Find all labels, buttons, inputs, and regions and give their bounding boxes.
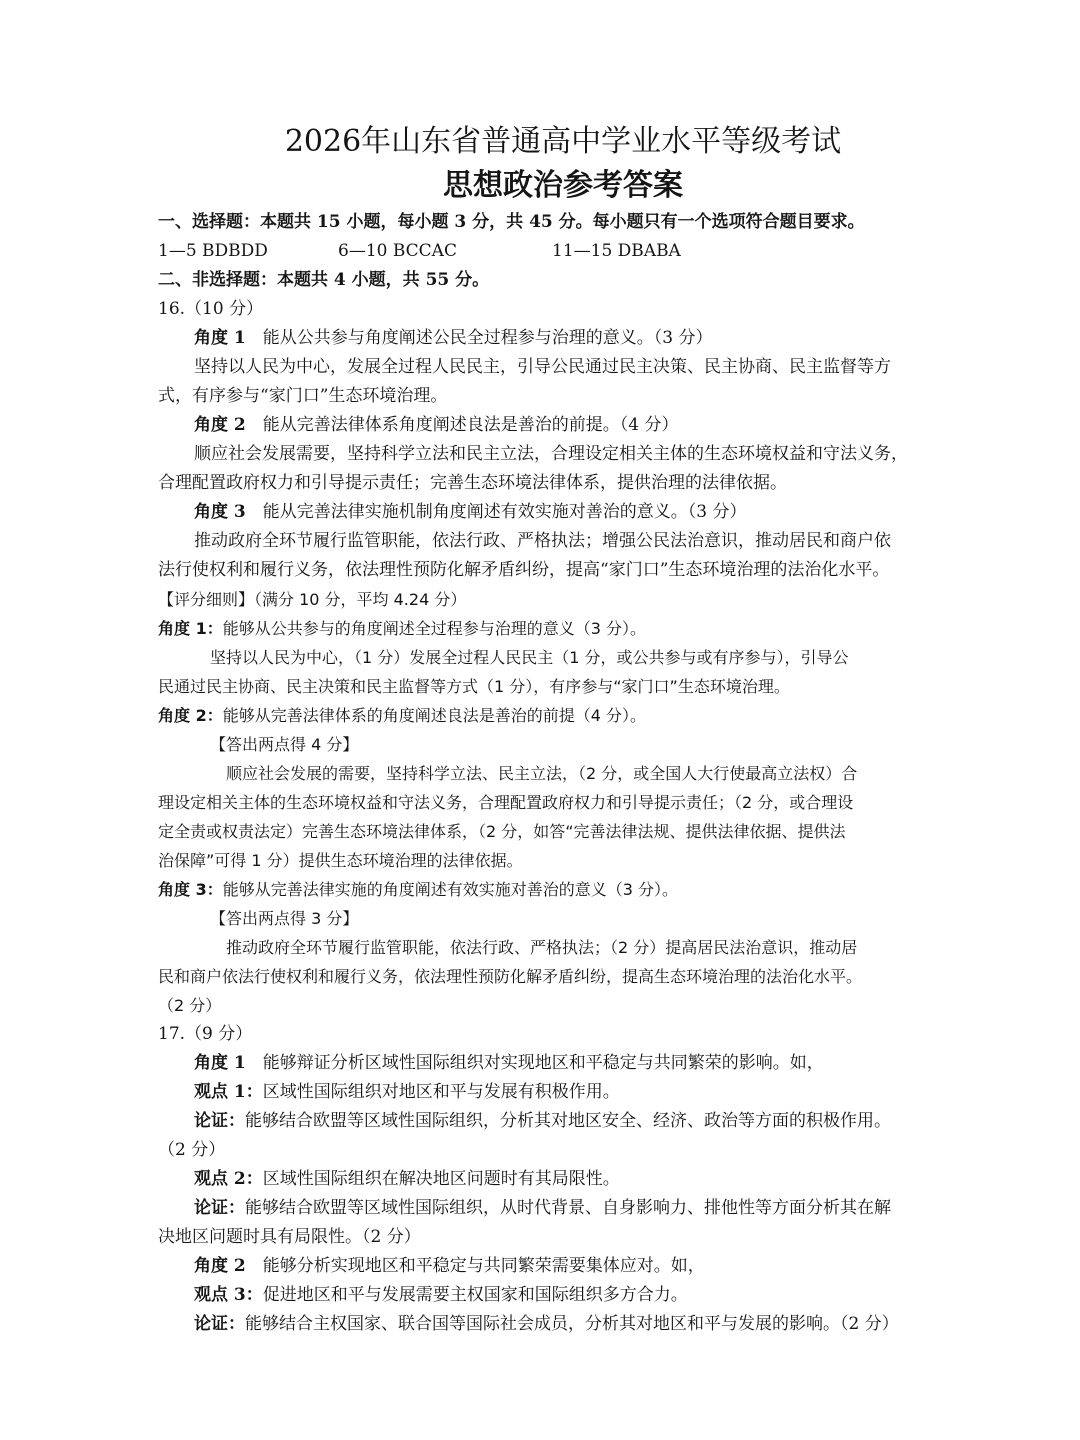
q17-argument1 [158, 1107, 968, 1136]
rule-angle3-note: 【答出两点得 3 分】 [210, 909, 359, 928]
rule-angle3-body-line2: 民和商户依法行使权利和履行义务，依法理性预防化解矛盾纠纷，提高生态环境治理的法治化水平。 [158, 967, 863, 986]
q16-angle2-text: 能从完善法律体系角度阐述良法是善治的前提。（4 分） [262, 415, 679, 435]
section1-heading: 一、选择题：本题共 15 小题，每小题 3 分，共 45 分。每小题只有一个选项符合题目要求。 [158, 212, 865, 232]
q17-argument2-cont: 决地区问题时具有局限性。（2 分） [158, 1227, 421, 1247]
q17-argument2-label: 论证： [194, 1198, 245, 1218]
q16-angle1-body-line2: 式，有序参与“家门口”生态环境治理。 [158, 386, 448, 406]
q17-argument3-label: 论证： [194, 1314, 245, 1334]
rule-angle1-body-line2: 民通过民主协商、民主决策和民主监督等方式（1 分），有序参与“家门口”生态环境治理。 [158, 677, 790, 696]
q17-argument2-text: 能够结合欧盟等区域性国际组织，从时代背景、自身影响力、排他性等方面分析其在解 [245, 1198, 891, 1218]
rule-angle2 [158, 701, 968, 730]
answer-group-1: 1—5 BDBDD [158, 241, 268, 261]
q17-angle2 [158, 1252, 968, 1281]
q17-viewpoint2-text: 区域性国际组织在解决地区问题时有其局限性。 [262, 1169, 620, 1189]
q17-argument1-label: 论证： [194, 1111, 245, 1131]
rule-angle1 [158, 614, 968, 643]
rule-angle3-body-line1: 推动政府全环节履行监管职能，依法行政、严格执法；（2 分）提高居民法治意识，推动居 [226, 938, 858, 957]
q16-angle2-body-line1: 顺应社会发展需要，坚持科学立法和民主立法，合理设定相关主体的生态环境权益和守法义务， [194, 444, 908, 464]
q17-argument3-text: 能够结合主权国家、联合国等国际社会成员，分析其对地区和平与发展的影响。（2 分） [245, 1314, 899, 1334]
scoring-rules-title: 【评分细则】（满分 10 分，平均 4.24 分） [158, 590, 467, 609]
rule-angle1-label: 角度 1： [158, 619, 223, 638]
q16-angle1-label: 角度 1 [194, 328, 246, 348]
q16-angle1-text: 能从公共参与角度阐述公民全过程参与治理的意义。（3 分） [262, 328, 713, 348]
answer-group-2: 6—10 BCCAC [338, 241, 457, 261]
rule-angle3-body-line3: （2 分） [158, 996, 222, 1015]
q17-viewpoint3 [158, 1281, 968, 1310]
q16-angle2 [158, 411, 968, 440]
q17-viewpoint3-text: 促进地区和平与发展需要主权国家和国际组织多方合力。 [262, 1285, 688, 1305]
rule-angle3-text: 能够从完善法律实施的角度阐述有效实施对善治的意义（3 分）。 [222, 880, 678, 899]
q17-viewpoint1-text: 区域性国际组织对地区和平与发展有积极作用。 [262, 1082, 620, 1102]
rule-angle3 [158, 875, 968, 904]
q17-angle2-text: 能够分析实现地区和平稳定与共同繁荣需要集体应对。如， [262, 1256, 705, 1276]
rule-angle1-text: 能够从公共参与的角度阐述全过程参与治理的意义（3 分）。 [222, 619, 646, 638]
q17-argument1-text: 能够结合欧盟等区域性国际组织，分析其对地区安全、经济、政治等方面的积极作用。 [245, 1111, 891, 1131]
q16-angle3-body-line1: 推动政府全环节履行监管职能，依法行政、严格执法；增强公民法治意识，推动居民和商户依 [194, 531, 891, 551]
q16-angle3 [158, 498, 968, 527]
q16-angle2-body-line2: 合理配置政府权力和引导提示责任；完善生态环境法律体系，提供治理的法律依据。 [158, 473, 787, 493]
q17-viewpoint2 [158, 1165, 968, 1194]
q17-viewpoint1 [158, 1078, 968, 1107]
q17-argument3 [158, 1310, 968, 1339]
q16-angle3-text: 能从完善法律实施机制角度阐述有效实施对善治的意义。（3 分） [262, 502, 747, 522]
document-subtitle: 思想政治参考答案 [443, 168, 683, 203]
rule-angle2-body-line3: 定全责或权责法定）完善生态环境法律体系，（2 分，如答“完善法律法规、提供法律依据、提供法 [158, 822, 846, 841]
q17-argument1-cont: （2 分） [158, 1140, 226, 1160]
q16-angle3-label: 角度 3 [194, 502, 246, 522]
q16-angle3-body-line2: 法行使权利和履行义务，依法理性预防化解矛盾纠纷，提高“家门口”生态环境治理的法治化水平。 [158, 560, 890, 580]
rule-angle2-text: 能够从完善法律体系的角度阐述良法是善治的前提（4 分）。 [222, 706, 646, 725]
rule-angle3-label: 角度 3： [158, 880, 223, 899]
q16-number: 16.（10 分） [158, 299, 264, 319]
rule-angle2-body-line1: 顺应社会发展的需要，坚持科学立法、民主立法，（2 分，或全国人大行使最高立法权）合 [226, 764, 858, 783]
q17-viewpoint3-label: 观点 3： [194, 1285, 263, 1305]
rule-angle2-body-line2: 理设定相关主体的生态环境权益和守法义务，合理配置政府权力和引导提示责任；（2 分，或合理设 [158, 793, 854, 812]
rule-angle1-body-line1: 坚持以人民为中心，（1 分）发展全过程人民民主（1 分，或公共参与或有序参与），引导公 [210, 648, 849, 667]
rule-angle2-label: 角度 2： [158, 706, 223, 725]
q17-angle2-label: 角度 2 [194, 1256, 246, 1276]
rule-angle2-note: 【答出两点得 4 分】 [210, 735, 359, 754]
section2-heading: 二、非选择题：本题共 4 小题，共 55 分。 [158, 270, 490, 290]
q17-angle1-label: 角度 1 [194, 1053, 246, 1073]
q16-angle2-label: 角度 2 [194, 415, 246, 435]
q17-number: 17.（9 分） [158, 1024, 253, 1044]
rule-angle2-body-line4: 治保障”可得 1 分）提供生态环境治理的法律依据。 [158, 851, 523, 870]
answer-group-3: 11—15 DBABA [552, 241, 681, 261]
q16-angle1-body-line1: 坚持以人民为中心，发展全过程人民民主，引导公民通过民主决策、民主协商、民主监督等方 [194, 357, 891, 377]
q17-argument2 [158, 1194, 968, 1223]
exam-title: 2026年山东省普通高中学业水平等级考试 [284, 124, 842, 159]
q17-angle1 [158, 1049, 968, 1078]
q17-viewpoint2-label: 观点 2： [194, 1169, 263, 1189]
q16-angle1 [158, 324, 968, 353]
q17-angle1-text: 能够辩证分析区域性国际组织对实现地区和平稳定与共同繁荣的影响。如， [262, 1053, 824, 1073]
q17-viewpoint1-label: 观点 1： [194, 1082, 263, 1102]
choice-answers-row [158, 237, 968, 266]
